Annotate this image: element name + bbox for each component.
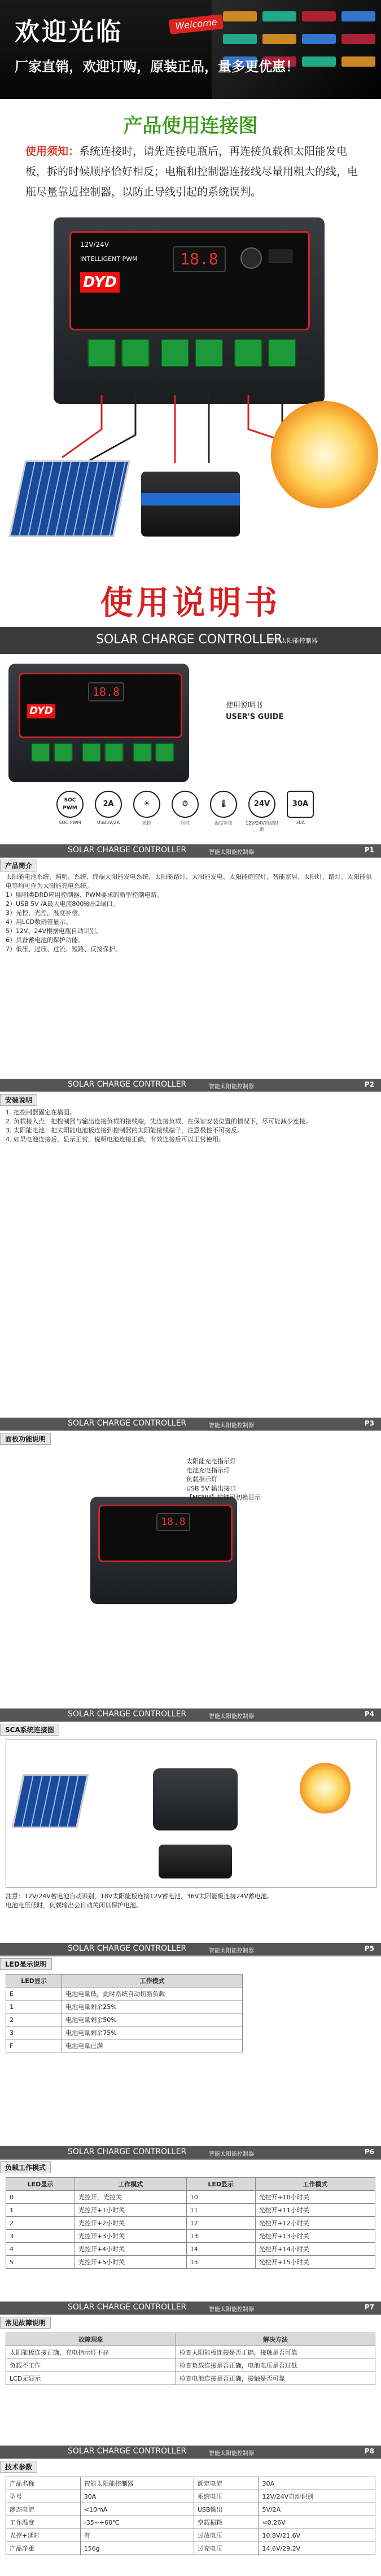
table-cell: 电池电量已满 <box>62 2039 243 2052</box>
table-cell: 30A <box>80 2490 194 2503</box>
table-cell: 光控开+3小时关 <box>75 2230 186 2243</box>
usb-port[interactable] <box>269 250 292 263</box>
table-cell: 过充电压 <box>194 2542 259 2555</box>
guide-cn: 使用说明书 <box>226 701 263 710</box>
intro-text: 太阳能电池系统、照明、系统、终端太阳能发电系统、太阳能路灯、太阳能发电、太阳能庭院灯、智能家居、太阳灯、路灯、太阳能供电等均可作为太阳能充电系统。 1）照明类DRD应用控制器、PWM要求的新型控制电路。 2）USB 5V /A最大电流800输出2端口。 3）光控、光控，温度补偿。 4）用LCD数码管显示。 5）12V、24V根据电瓶自动识别。 6）具备蓄电池的保护功能。 7）低压、过压、过流、短路、反接保护。 <box>6 873 372 953</box>
controller-brand-logo: DYD <box>80 272 120 293</box>
table-cell: 型号 <box>6 2490 81 2503</box>
product-shelf-image <box>212 0 381 99</box>
terminal-solar-pos <box>87 339 116 367</box>
section-header-p5: SOLAR CHARGE CONTROLLER 智能太阳能控制器 P5 <box>0 1943 381 1956</box>
table-cell: 10.8V/21.6V <box>259 2529 375 2542</box>
table-cell: 光控开+4小时关 <box>75 2243 186 2256</box>
guide-en: USER'S GUIDE <box>226 713 284 721</box>
table-cell: 光控开+5小时关 <box>75 2256 186 2269</box>
menu-button[interactable] <box>240 247 262 269</box>
manual-heading: 使用说明书 <box>100 583 281 622</box>
table-cell: 4 <box>6 2243 75 2256</box>
notice-text: 系统连接时，请先连接电瓶后，再连接负载和太阳能发电板，拆的时候顺序恰好相反；电瓶和控制器连接线尽量用粗大的线，电瓶尽量靠近控制器，以防止导线引起的系统误判。 <box>25 145 358 198</box>
table-cell: 工作模式 <box>255 2178 375 2191</box>
table-cell: 光控开+2小时关 <box>75 2217 186 2230</box>
table-cell: 过放电压 <box>194 2529 259 2542</box>
table-cell: 空载损耗 <box>194 2516 259 2529</box>
controller-label: INTELLIGENT PWM <box>80 255 138 263</box>
table-cell: 14 <box>186 2243 255 2256</box>
table-cell: 电池电量剩余50% <box>62 2013 243 2026</box>
controller-panel <box>69 231 310 330</box>
manual-controller-panel <box>19 673 182 738</box>
table-cell: 12V/24V自动识别 <box>259 2490 375 2503</box>
table-cell: 光控+延时 <box>6 2529 81 2542</box>
table-cell: -35~+60℃ <box>80 2516 194 2529</box>
table-cell: LED显示 <box>6 2178 75 2191</box>
table-cell: 14.6V/29.2V <box>259 2542 375 2555</box>
terminal-battery-neg <box>195 339 223 367</box>
specs-table <box>6 2477 375 2555</box>
table-cell: 2 <box>6 2217 75 2230</box>
sca-notes: 注意：12V/24V蓄电池自动识别，18V太阳能板连接12V蓄电池，36V太阳能板连接24V蓄电池。 电池电压低时，负载输出会自动关闭以保护电池。 <box>6 1893 273 1909</box>
table-cell: 有 <box>80 2529 194 2542</box>
table-cell: 检查负载连接是否正确，电池电压是否过低 <box>176 2359 375 2372</box>
table-cell: 10 <box>186 2191 255 2204</box>
table-cell: 工作温度 <box>6 2516 81 2529</box>
feature-label-4: 温度补偿 <box>214 821 233 826</box>
table-cell: 光控开+13小时关 <box>255 2230 375 2243</box>
controller-image <box>54 217 325 404</box>
diagram-bulb <box>300 1763 351 1814</box>
table-cell: 解决方法 <box>176 2333 375 2346</box>
table-cell: 光控开，光控关 <box>75 2191 186 2204</box>
manual-controller-image <box>8 664 189 782</box>
table-cell: 光控开+1小时关 <box>75 2204 186 2217</box>
table-cell: 1 <box>6 2000 62 2013</box>
terminal-solar-neg <box>121 339 150 367</box>
table-cell: F <box>6 2039 62 2052</box>
manual-title-bar <box>0 627 381 654</box>
table-cell: 12 <box>186 2217 255 2230</box>
table-cell: 2 <box>6 2013 62 2026</box>
load-mode-table <box>6 2177 375 2269</box>
faults-table <box>6 2333 375 2385</box>
section-header-p2: SOLAR CHARGE CONTROLLER 智能太阳能控制器 P2 <box>0 1079 381 1092</box>
notice-label: 使用须知： <box>25 145 80 158</box>
soc-pwm-icon: SOC PWM <box>56 791 84 818</box>
section-header-p6: SOLAR CHARGE CONTROLLER 智能太阳能控制器 P6 <box>0 2146 381 2160</box>
table-cell: 产品净重 <box>6 2542 81 2555</box>
table-cell: 电池电量剩余75% <box>62 2026 243 2039</box>
table-cell: 光控开+11小时关 <box>255 2204 375 2217</box>
timer-icon: ⏱ <box>172 791 199 818</box>
welcome-banner <box>0 0 381 99</box>
section-tag-specs: 技术参数 <box>0 2461 37 2473</box>
terminal-load-pos <box>234 339 262 367</box>
section-tag-install: 安装说明 <box>0 1094 37 1106</box>
table-cell: USB输出 <box>194 2503 259 2516</box>
table-cell: 工作模式 <box>62 1975 243 1987</box>
light-bulb-image <box>271 401 378 508</box>
table-cell: 0 <box>6 2191 75 2204</box>
terminal-load-neg <box>268 339 296 367</box>
panel-function-image: 18.8 <box>90 1497 237 1604</box>
table-cell: 工作模式 <box>75 2178 186 2191</box>
install-text: 1. 把控制器固定在墙面。 2. 负载接入点：把控制器与输出连接负载的接线端，先连接负载，在保证安装位置的情况下，尽可能减少连接。 3. 太阳能电池：把太阳能电池板连接到控制器的太阳能接线端子，注意极性不可接反。 4. 如果电池连接后，显示正常，说明电池连接正确，有效连接后可以正常使用。 <box>6 1109 312 1143</box>
table-cell: LCD无显示 <box>6 2372 176 2385</box>
table-cell: LED显示 <box>186 2178 255 2191</box>
section-header-p8: SOLAR CHARGE CONTROLLER 智能太阳能控制器 P8 <box>0 2446 381 2459</box>
section-header-p3: SOLAR CHARGE CONTROLLER 智能太阳能控制器 P3 <box>0 1418 381 1431</box>
table-cell: 光控开+15小时关 <box>255 2256 375 2269</box>
table-cell: <0.26V <box>259 2516 375 2529</box>
table-cell: 负载不工作 <box>6 2359 176 2372</box>
feature-label-5: 12V/24V自动识别 <box>246 821 278 832</box>
table-cell: 3 <box>6 2026 62 2039</box>
table-cell: E <box>6 1987 62 2000</box>
bar-title-en: SOLAR CHARGE CONTROLLER <box>96 633 283 647</box>
section-header-p1: SOLAR CHARGE CONTROLLER 智能太阳能控制器 P1 <box>0 844 381 858</box>
section-tag-intro: 产品简介 <box>0 860 37 871</box>
table-cell: 检查太阳能板连接是否正确，接触是否可靠 <box>176 2346 375 2359</box>
table-cell: LED显示 <box>6 1975 62 1987</box>
feature-label-0: SOC PWM <box>59 820 81 825</box>
usb-2a-icon: 2A <box>95 791 122 818</box>
usage-notice <box>25 141 364 202</box>
diagram-solar-panel <box>12 1774 89 1828</box>
connection-heading: 产品使用连接图 <box>123 115 258 137</box>
section-tag-faults: 常见故障说明 <box>0 2317 51 2329</box>
table-cell: 1 <box>6 2204 75 2217</box>
manual-brand-logo: DYD <box>27 704 55 718</box>
table-cell: 3 <box>6 2230 75 2243</box>
table-cell: 太阳能板连接正确，充电指示灯不亮 <box>6 2346 176 2359</box>
section-tag-sca: SCA系统连接图 <box>0 1724 59 1736</box>
table-cell: 156g <box>80 2542 194 2555</box>
table-cell: 13 <box>186 2230 255 2243</box>
table-cell: 5V/2A <box>259 2503 375 2516</box>
table-cell: 15 <box>186 2256 255 2269</box>
table-cell: 故障现象 <box>6 2333 176 2346</box>
table-cell: 电池电量剩余25% <box>62 2000 243 2013</box>
table-cell: 5 <box>6 2256 75 2269</box>
table-cell: 系统电压 <box>194 2490 259 2503</box>
section-header-p4: SOLAR CHARGE CONTROLLER 智能太阳能控制器 P4 <box>0 1708 381 1722</box>
battery-image <box>141 472 240 537</box>
controller-lcd: 18.8 <box>173 246 226 272</box>
table-cell: 额定电流 <box>194 2477 259 2490</box>
feature-label-1: USB5V/2A <box>97 820 120 825</box>
section-tag-load-mode: 负载工作模式 <box>0 2161 51 2173</box>
diagram-controller <box>153 1768 238 1830</box>
users-guide <box>226 700 283 723</box>
table-cell: 30A <box>259 2477 375 2490</box>
table-cell: 产品名称 <box>6 2477 81 2490</box>
feature-label-2: 光控 <box>142 821 151 826</box>
current-30a-icon: 30A <box>287 791 314 818</box>
welcome-subtitle: 厂家直销，欢迎订购，原装正品，量多更优惠！ <box>15 59 299 75</box>
feature-label-6: 30A <box>296 820 305 825</box>
section-header-p7: SOLAR CHARGE CONTROLLER 智能太阳能控制器 P7 <box>0 2302 381 2315</box>
table-cell: 检查电池连接是否正确，接触是否可靠 <box>176 2372 375 2385</box>
thermometer-icon: 🌡 <box>210 791 237 818</box>
table-cell: 光控开+14小时关 <box>255 2243 375 2256</box>
welcome-title: 欢迎光临 <box>15 18 123 46</box>
bar-title-cn: 智能太阳能控制器 <box>268 637 318 644</box>
table-cell: 光控开+12小时关 <box>255 2217 375 2230</box>
table-cell: 电池电量低，此时系统自动切断负载 <box>62 1987 243 2000</box>
manual-lcd: 18.8 <box>88 682 124 701</box>
terminal-battery-pos <box>161 339 189 367</box>
feature-icons <box>56 791 327 836</box>
table-cell: 静态电流 <box>6 2503 81 2516</box>
led-table <box>6 1974 243 2052</box>
controller-voltage: 12V/24V <box>80 241 109 249</box>
light-control-icon: ☀ <box>133 791 160 818</box>
table-cell: <10mA <box>80 2503 194 2516</box>
solar-panel-image <box>9 460 130 537</box>
table-cell: 光控开+10小时关 <box>255 2191 375 2204</box>
panel-labels: 太阳能充电指示灯 电池充电指示灯 负载指示灯 USB 5V 输出接口 【MENU】按键可切换显示 <box>186 1458 261 1501</box>
table-cell: 智能太阳能控制器 <box>80 2477 194 2490</box>
section-tag-panel: 面板功能说明 <box>0 1433 51 1445</box>
table-cell: 11 <box>186 2204 255 2217</box>
auto-voltage-icon: 24V <box>248 791 275 818</box>
system-diagram <box>6 1740 376 1888</box>
diagram-battery <box>159 1845 232 1878</box>
feature-label-3: 时控 <box>181 821 190 826</box>
section-tag-led: LED显示说明 <box>0 1958 52 1970</box>
welcome-ribbon: Welcome <box>169 14 224 34</box>
